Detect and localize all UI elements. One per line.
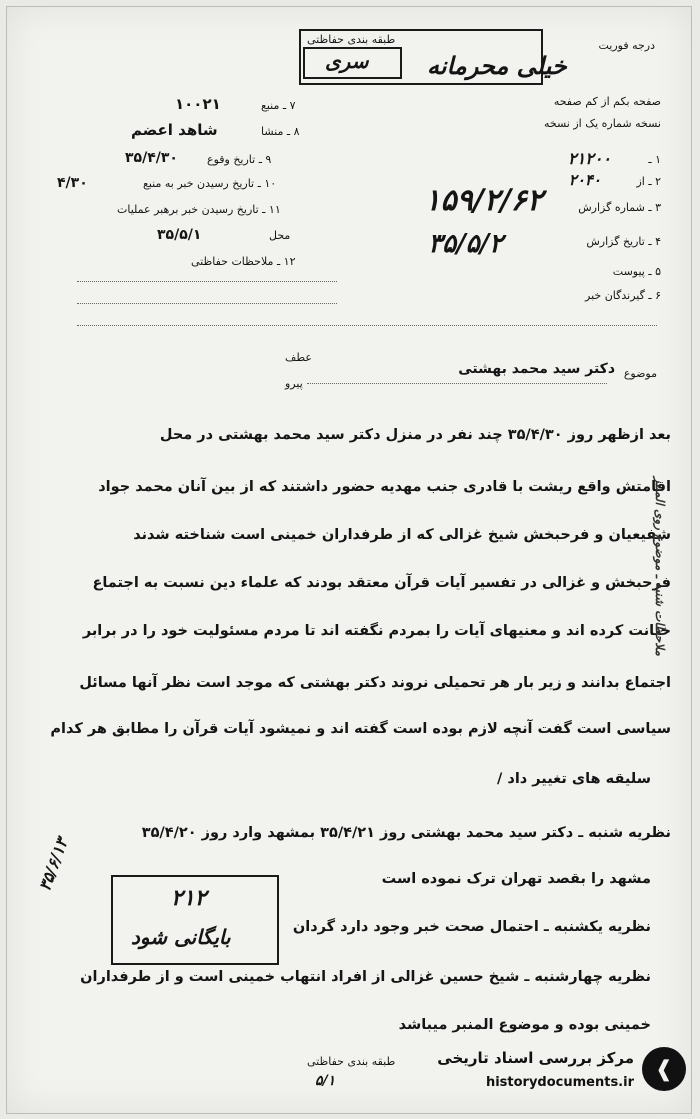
book-icon: ❰ <box>642 1047 686 1091</box>
dotted-line <box>307 383 607 384</box>
source-received-value: ۴/۳۰ <box>57 175 88 191</box>
body-line: نظریه چهارشنبه ـ شیخ حسین غزالی از افراد انتهاب خمینی است و از طرفداران <box>80 969 651 985</box>
field-source: ۷ ـ منبع <box>261 99 296 112</box>
body-line: سلیقه های تغییر داد / <box>497 771 651 787</box>
field-operations-received-date: ۱۱ ـ تاریخ رسیدن خبر برهبر عملیات <box>117 203 281 216</box>
subject-value: دکتر سید محمد بهشتی <box>458 361 615 377</box>
report-date-value: ۳۵/۵/۲ <box>428 229 503 259</box>
archive-text: بایگانی شود <box>131 925 231 949</box>
body-line: شفیعیان و فرحبخش شیخ غزالی که از طرفداران خمینی است شناخته شدند <box>133 527 671 543</box>
body-line: خیانت کرده اند و معنیهای آیات را بمردم نگفته اند تا مردم مسئولیت خود را در برابر <box>82 623 671 639</box>
body-line: فرحبخش و غزالی در تفسیر آیات قرآن معتقد بودند که علماء دین نسبت به اجتماع <box>92 575 671 591</box>
source-value: ۱۰۰۲۱ <box>175 95 221 113</box>
copy-of-label: نسخه شماره یک از نسخه <box>543 117 661 130</box>
website: historydocuments.ir <box>485 1075 634 1090</box>
reference-label: عطف <box>285 351 312 364</box>
margin-note: ملاحظات شنبه ـ موضوع روی المنبر <box>653 477 667 656</box>
bottom-classification: طبقه بندی حفاظتی <box>307 1055 396 1068</box>
field-num: ۱ ـ <box>648 153 661 166</box>
dotted-line <box>77 325 657 326</box>
classification-label: طبقه بندی حفاظتی <box>307 33 396 46</box>
body-line: نظریه یکشنبه ـ احتمال صحت خبر وجود دارد گردان <box>292 919 651 935</box>
body-line: اقامتش واقع ریشت با قادری جنب مهدیه حضور داشتند که از بین آنان محمد جواد <box>98 479 671 495</box>
priority-label: درجه فوریت <box>598 39 655 52</box>
body-line: بعد ازظهر روز ۳۵/۴/۳۰ چند نفر در منزل دکتر سید محمد بهشتی در محل <box>159 427 671 443</box>
operations-received-value: ۳۵/۵/۱ <box>157 227 202 243</box>
field-source-received-date: ۱۰ ـ تاریخ رسیدن خبر به منبع <box>143 177 277 190</box>
branding-logo <box>422 1041 692 1111</box>
archive-number: ۲۱۲ <box>171 885 207 911</box>
handwritten-date: ۳۵/۶/۱۳ <box>35 835 72 894</box>
field-location: محل <box>269 229 291 242</box>
bottom-number: ۵/۱ <box>315 1073 336 1089</box>
body-line: خمینی بوده و موضوع المنبر میباشد <box>398 1017 651 1033</box>
document-page <box>6 6 692 1114</box>
follow-up-label: پیرو <box>285 377 303 390</box>
subject-label: موضوع <box>623 367 657 380</box>
field-recipients: ۶ ـ گیرندگان خبر <box>585 289 661 302</box>
body-line: نظریه شنبه ـ دکتر سید محمد بهشتی روز ۳۵/۴/۲۱ بمشهد وارد روز ۳۵/۴/۲۰ <box>141 825 671 841</box>
dotted-line <box>77 303 337 304</box>
page-of-label: صفحه بکم از کم صفحه <box>553 95 661 108</box>
origin-value: شاهد اعضم <box>131 121 218 139</box>
field-report-number: ۳ ـ شماره گزارش <box>578 201 661 214</box>
field-value: ۲۱۲۰۰ <box>568 149 611 168</box>
org-name: مرکز بررسی اسناد تاریخی <box>437 1049 634 1067</box>
occurrence-date-value: ۳۵/۴/۳۰ <box>125 150 178 166</box>
classification-value: خیلی محرمانه <box>427 51 567 80</box>
field-occurrence-date: ۹ ـ تاریخ وقوع <box>207 153 272 166</box>
report-number-value: ۱۵۹/۲/۶۲ <box>424 183 543 218</box>
field-from: ۲ ـ از <box>636 175 661 188</box>
dotted-line <box>77 281 337 282</box>
body-line: مشهد را بقصد تهران ترک نموده است <box>381 871 651 887</box>
field-report-date: ۴ ـ تاریخ گزارش <box>586 235 661 248</box>
field-origin: ۸ ـ منشا <box>261 125 300 138</box>
secret-stamp-text: سری <box>325 49 369 73</box>
field-security-notes: ۱۲ ـ ملاحظات حفاظتی <box>191 255 296 268</box>
field-value: ۲۰۴۰ <box>568 171 601 189</box>
body-line: اجتماع بدانند و زیر بار هر تحمیلی نروند دکتر بهشتی که موجد است نظر آنها مسائل <box>79 675 671 691</box>
field-attachment: ۵ ـ پیوست <box>612 265 661 278</box>
body-line: سیاسی است گفت آنچه لازم بوده است گفته اند و نمیشود آیات قرآن را مطابق هر کدام <box>50 721 671 737</box>
